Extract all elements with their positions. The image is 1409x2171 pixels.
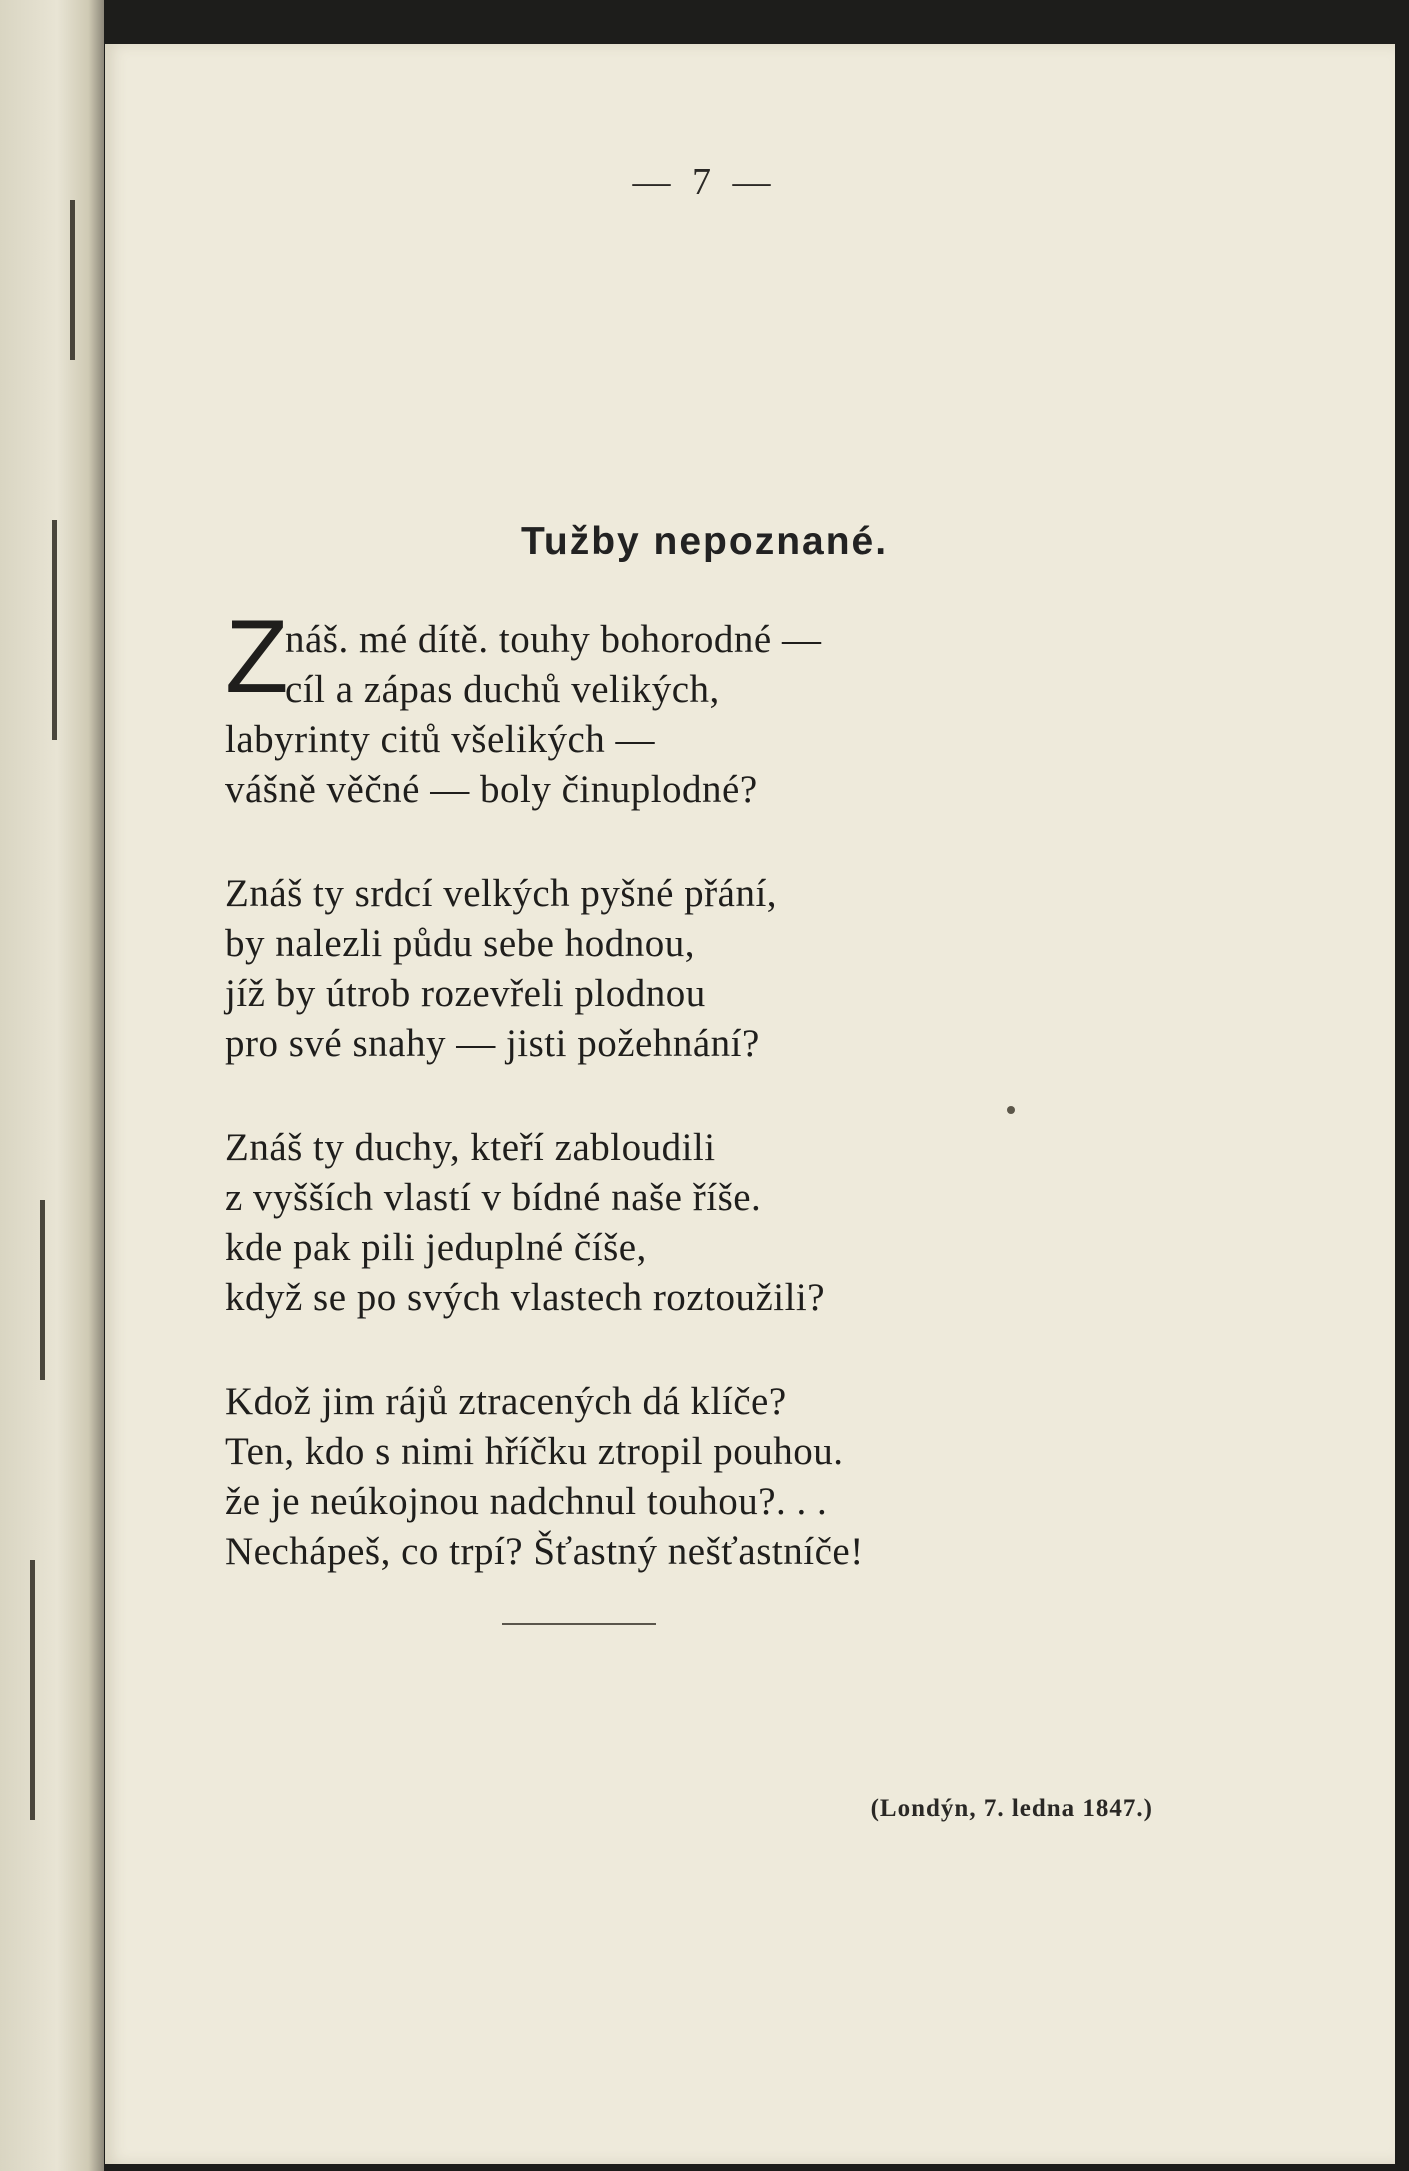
page-number: — 7 — xyxy=(632,161,777,203)
stanza xyxy=(225,599,1125,815)
dateline: (Londýn, 7. ledna 1847.) xyxy=(870,1795,1153,1822)
poem-line: Nechápeš, co trpí? Šťastný nešťastníče! xyxy=(225,1530,864,1573)
poem-line: Znáš ty srdcí velkých pyšné přání, xyxy=(225,872,778,915)
ink-speck xyxy=(1007,1106,1015,1114)
poem-line: labyrinty citů všelikých — xyxy=(225,718,656,761)
poem-line: vášně věčné — boly činuplodné? xyxy=(225,768,758,811)
edge-mark xyxy=(30,1560,35,1820)
stanza xyxy=(225,1377,1125,1577)
poem-line: že je neúkojnou nadchnul touhou?. . . xyxy=(225,1480,828,1523)
poem-line: když se po svých vlastech roztoužili? xyxy=(225,1276,826,1319)
poem-title: Tužby nepoznané. xyxy=(520,520,889,563)
stanza xyxy=(225,869,1125,1069)
edge-mark xyxy=(40,1200,45,1380)
poem-line-text: náš. mé dítě. touhy bohorodné — xyxy=(285,618,822,661)
end-rule xyxy=(502,1623,656,1625)
poem-line: z vyšších vlastí v bídné naše říše. xyxy=(225,1176,762,1219)
poem-line: Kdož jim rájů ztracených dá klíče? xyxy=(225,1380,787,1423)
poem-line: Ten, kdo s nimi hříčku ztropil pouhou. xyxy=(225,1430,844,1473)
poem-line: by nalezli půdu sebe hodnou, xyxy=(225,922,695,965)
poem-line: jíž by útrob rozevřeli plodnou xyxy=(225,972,706,1015)
drop-cap: Z xyxy=(225,599,290,715)
edge-mark xyxy=(70,200,75,360)
poem-line: Znáš ty duchy, kteří zabloudili xyxy=(225,1126,716,1169)
facing-page-edge xyxy=(0,0,104,2171)
poem-line: cíl a zápas duchů velikých, xyxy=(285,668,720,711)
stanza xyxy=(225,1123,1125,1323)
poem-line: kde pak pili jeduplné číše, xyxy=(225,1226,647,1269)
poem-line: pro své snahy — jisti požehnání? xyxy=(225,1022,760,1065)
poem-body xyxy=(225,599,1125,1631)
